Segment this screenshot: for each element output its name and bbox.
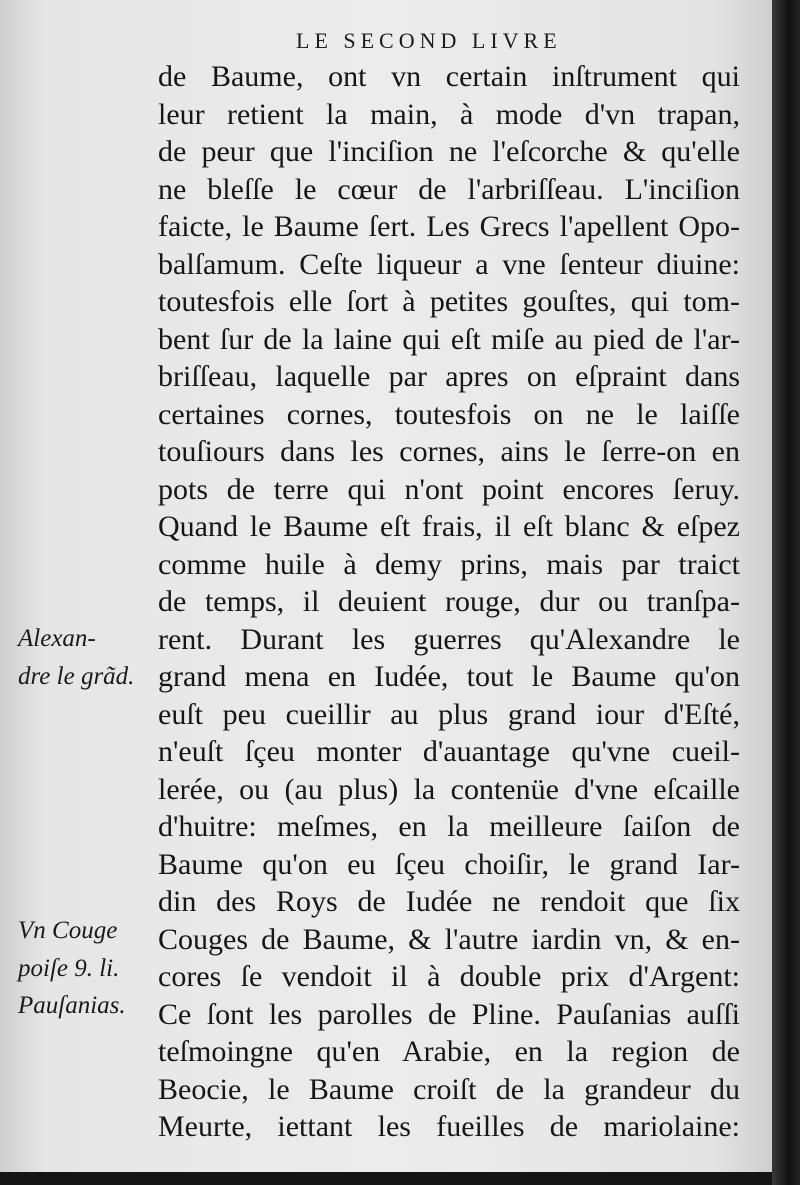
text-line: comme huile à demy prins, mais par traict — [158, 547, 740, 581]
text-line: grand mena en Iudée, tout le Baume qu'on — [158, 660, 740, 693]
text-line: lerée, ou (au plus) la contenüe d'vne eſcaille — [158, 772, 740, 806]
text-line: de peur que l'inciſion ne l'eſcorche & qu'elle — [158, 135, 740, 168]
text-line: Ce ſont les parolles de Pline. Pauſanias auſſi — [158, 997, 740, 1031]
margin-note-line: poiſe 9. li. — [18, 954, 120, 982]
text-line: Meurte, iettant les fueilles de mariolaine: — [158, 1110, 740, 1143]
margin-note-line: dre le grãd. — [18, 662, 135, 690]
text-line: faicte, le Baume ſert. Les Grecs l'apellent Opo- — [158, 210, 740, 243]
text-line: Beocie, le Baume croiſt de la grandeur du — [158, 1072, 740, 1106]
running-head: LE SECOND LIVRE — [296, 28, 562, 53]
margin-note-couge — [18, 912, 158, 1025]
text-line: teſmoingne qu'en Arabie, en la region de — [158, 1035, 740, 1068]
margin-note-line: Alexan- — [18, 625, 96, 652]
text-line: de temps, il deuient rouge, dur ou tranſpa- — [158, 585, 740, 618]
text-line: Couges de Baume, & l'autre iardin vn, & en- — [158, 922, 740, 956]
text-line: balſamum. Ceſte liqueur a vne ſenteur diuine: — [158, 247, 740, 281]
margin-note-line: Vn Couge — [18, 917, 118, 944]
text-line: certaines cornes, toutesfois on ne le laiſſe — [158, 397, 740, 431]
text-line: cores ſe vendoit il à double prix d'Argent: — [158, 960, 740, 993]
text-line: touſiours dans les cornes, ains le ſerre-on en — [158, 435, 740, 468]
text-line: Quand le Baume eſt frais, il eſt blanc & eſpez — [158, 510, 740, 543]
page-edge-shadow — [772, 0, 800, 1185]
margin-note-line: Pauſanias. — [18, 992, 126, 1019]
text-line: euſt peu cueillir au plus grand iour d'Eſté, — [158, 697, 740, 731]
text-line: Baume qu'on eu ſçeu choiſir, le grand Iar- — [158, 847, 740, 881]
text-line: rent. Durant les guerres qu'Alexandre le — [158, 622, 740, 656]
text-line: briſſeau, laquelle par apres on eſpraint dans — [158, 360, 740, 393]
text-line: din des Roys de Iudée ne rendoit que ſix — [158, 885, 740, 918]
text-line: de Baume, ont vn certain inſtrument qui — [158, 60, 740, 93]
text-line: ne bleſſe le cœur de l'arbriſſeau. L'inciſion — [158, 172, 740, 206]
body-text — [158, 58, 740, 1146]
text-line: leur retient la main, à mode d'vn trapan, — [158, 97, 740, 131]
text-line: pots de terre qui n'ont point encores ſeruy. — [158, 472, 740, 506]
text-line: d'huitre: meſmes, en la meilleure ſaiſon de — [158, 810, 740, 843]
text-line: bent ſur de la laine qui eſt miſe au pied de l'ar- — [158, 322, 740, 356]
text-line: toutesfois elle ſort à petites gouſtes, qui tom- — [158, 285, 740, 318]
text-line: n'euſt ſçeu monter d'auantage qu'vne cueil- — [158, 735, 740, 768]
margin-note-alexandre — [18, 620, 158, 695]
